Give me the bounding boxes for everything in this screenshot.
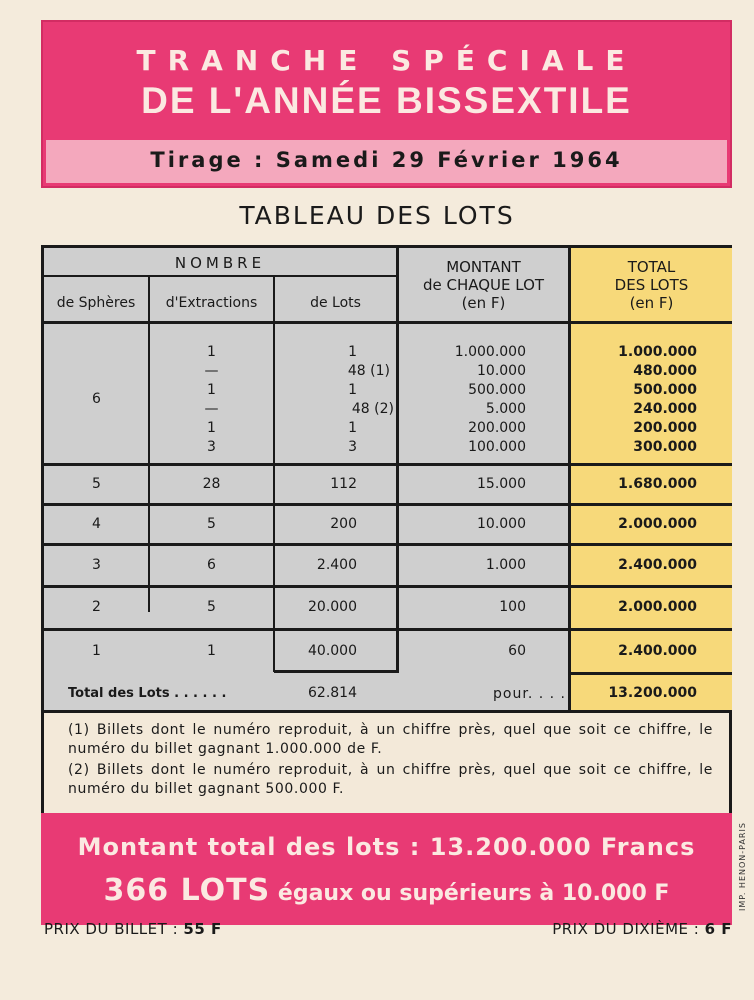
header-total-l3: (en F) bbox=[629, 294, 674, 312]
cell: 2.000.000 bbox=[618, 516, 697, 532]
total-pour: pour. . . . bbox=[493, 686, 566, 702]
banner-line-2: DE L'ANNÉE BISSEXTILE bbox=[141, 80, 632, 121]
cell: 4 bbox=[92, 516, 101, 532]
cell: 3 bbox=[348, 439, 357, 455]
cell: 1 bbox=[207, 420, 216, 436]
cell: 10.000 bbox=[477, 516, 526, 532]
cell: 1.680.000 bbox=[618, 476, 697, 492]
header-montant-l2: de CHAQUE LOT bbox=[422, 276, 545, 294]
cell: 100.000 bbox=[468, 439, 526, 455]
cell: 200 bbox=[330, 516, 357, 532]
footnote-1: (1) Billets dont le numéro reproduit, à un chiffre près, quel que soit ce chiffre, le numéro du billet gagnant 1.000.000 de F. bbox=[68, 722, 713, 757]
ticket-price-label: PRIX DU BILLET : bbox=[44, 920, 184, 938]
header-extractions: d'Extractions bbox=[165, 295, 258, 311]
summary-total: Montant total des lots : 13.200.000 Francs bbox=[77, 833, 696, 861]
cell: 5 bbox=[207, 516, 216, 532]
cell: 200.000 bbox=[633, 420, 697, 436]
cell: 2.400.000 bbox=[618, 557, 697, 573]
group6-lots bbox=[275, 343, 396, 457]
cell: 2.400 bbox=[316, 557, 357, 573]
cell: 2.000.000 bbox=[618, 599, 697, 615]
cell: — bbox=[204, 363, 219, 379]
cell: 1 bbox=[207, 382, 216, 398]
cell: 15.000 bbox=[477, 476, 526, 492]
tenth-price-label: PRIX DU DIXIÈME : bbox=[552, 920, 705, 938]
cell: 1 bbox=[207, 344, 216, 360]
cell: 1 bbox=[207, 643, 216, 659]
cell: 5 bbox=[92, 476, 101, 492]
cell: 48 (1) bbox=[347, 363, 390, 379]
cell: 28 bbox=[202, 476, 221, 492]
header-lots: de Lots bbox=[310, 295, 361, 311]
cell: 500.000 bbox=[468, 382, 526, 398]
cell: 1 bbox=[348, 420, 357, 436]
cell: 200.000 bbox=[468, 420, 526, 436]
summary-lots-count: 366 LOTS bbox=[103, 873, 271, 908]
cell: 10.000 bbox=[477, 363, 526, 379]
header-nombre: NOMBRE bbox=[174, 254, 266, 272]
cell: 6 bbox=[207, 557, 216, 573]
cell: 5.000 bbox=[485, 401, 526, 417]
group6-extractions bbox=[150, 343, 273, 457]
cell: 3 bbox=[92, 557, 101, 573]
footnotes bbox=[41, 713, 732, 813]
total-lots: 62.814 bbox=[308, 685, 357, 701]
header-montant-l1: MONTANT bbox=[446, 258, 521, 276]
ticket-price bbox=[44, 920, 222, 938]
cell: 240.000 bbox=[633, 401, 697, 417]
header-montant-l3: (en F) bbox=[461, 294, 506, 312]
tenth-price-value: 6 F bbox=[704, 920, 732, 938]
summary-banner bbox=[41, 813, 732, 925]
cell: 480.000 bbox=[633, 363, 697, 379]
header-total-l1: TOTAL bbox=[627, 258, 676, 276]
total-amount: 13.200.000 bbox=[608, 685, 697, 701]
cell: 2 bbox=[92, 599, 101, 615]
footnote-2: (2) Billets dont le numéro reproduit, à un chiffre près, quel que soit ce chiffre, le numéro du billet gagnant 500.000 F. bbox=[68, 762, 713, 797]
cell: 5 bbox=[207, 599, 216, 615]
imprint: IMP. HENON-PARIS bbox=[738, 822, 747, 912]
header-total-l2: DES LOTS bbox=[614, 276, 689, 294]
cell: 1.000.000 bbox=[618, 344, 697, 360]
cell: 1 bbox=[348, 382, 357, 398]
cell: 1 bbox=[92, 643, 101, 659]
summary-lots bbox=[41, 873, 732, 908]
banner-line-1: TRANCHE SPÉCIALE bbox=[136, 44, 637, 77]
draw-date: Tirage : Samedi 29 Février 1964 bbox=[150, 148, 623, 172]
total-label: Total des Lots . . . . . . bbox=[68, 686, 227, 701]
group6-montant bbox=[399, 343, 526, 457]
table-title: TABLEAU DES LOTS bbox=[239, 201, 515, 230]
ticket-price-value: 55 F bbox=[183, 920, 222, 938]
cell: 112 bbox=[330, 476, 357, 492]
prize-table bbox=[41, 245, 732, 713]
header-spheres: de Sphères bbox=[56, 295, 136, 311]
cell: 3 bbox=[207, 439, 216, 455]
title-banner bbox=[41, 20, 732, 188]
group6-total bbox=[571, 343, 697, 457]
summary-lots-text: égaux ou supérieurs à 10.000 F bbox=[270, 881, 670, 906]
tenth-price bbox=[552, 920, 732, 938]
cell: 60 bbox=[508, 643, 526, 659]
spheres-6: 6 bbox=[92, 391, 101, 407]
cell: 500.000 bbox=[633, 382, 697, 398]
header-montant bbox=[399, 258, 568, 312]
cell: 2.400.000 bbox=[618, 643, 697, 659]
cell: 40.000 bbox=[308, 643, 357, 659]
cell: 1 bbox=[348, 344, 357, 360]
cell: — bbox=[204, 401, 219, 417]
cell: 100 bbox=[499, 599, 526, 615]
cell: 1.000.000 bbox=[454, 344, 526, 360]
header-total bbox=[571, 258, 732, 312]
draw-date-band bbox=[46, 140, 727, 183]
cell: 300.000 bbox=[633, 439, 697, 455]
cell: 48 (2) bbox=[351, 401, 394, 417]
cell: 1.000 bbox=[485, 557, 526, 573]
cell: 20.000 bbox=[308, 599, 357, 615]
